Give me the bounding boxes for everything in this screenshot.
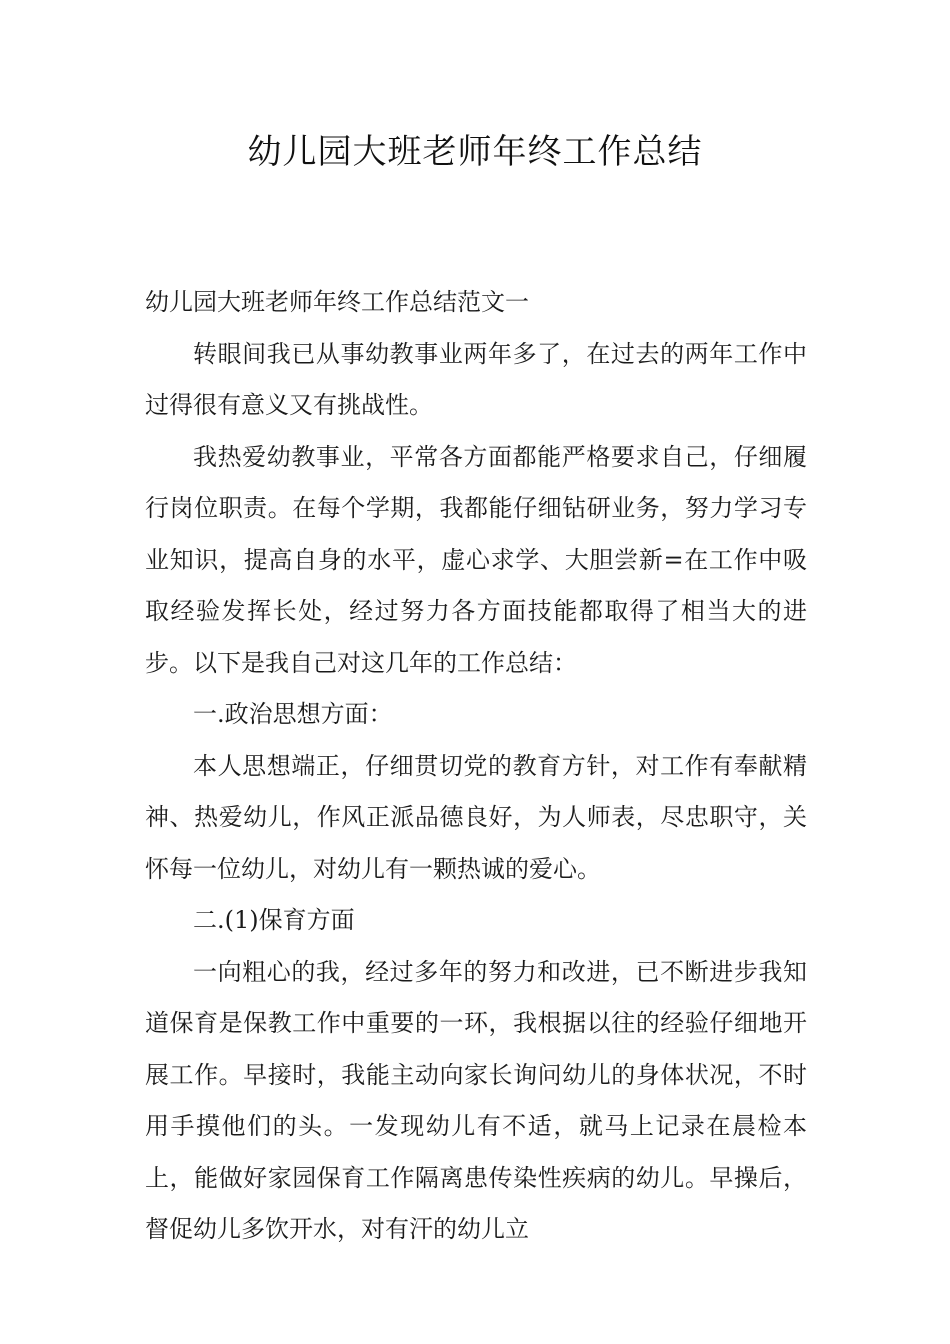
paragraph-care: 一向粗心的我，经过多年的努力和改进，已不断进步我知道保育是保教工作中重要的一环，我根据以往的经验仔细地开展工作。早接时，我能主动向家长询问幼儿的身体状况，不时用手摸他们的头。一发现幼儿有不适，就马上记录在晨检本上，能做好家园保育工作隔离患传染性疾病的幼儿。早操后，督促幼儿多饮开水，对有汗的幼儿立	[145, 957, 807, 1243]
section-heading-care: 二.(1)保育方面	[193, 906, 355, 934]
document-title: 幼儿园大班老师年终工作总结	[247, 132, 703, 172]
document-body	[145, 277, 807, 1256]
section-heading-politics: 一.政治思想方面：	[193, 700, 393, 728]
paragraph-intro: 转眼间我已从事幼教事业两年多了，在过去的两年工作中过得很有意义又有挑战性。	[145, 339, 807, 419]
paragraph-overview: 我热爱幼教事业，平常各方面都能严格要求自己，仔细履行岗位职责。在每个学期，我都能仔细钻研业务，努力学习专业知识，提高自身的水平，虚心求学、大胆尝新=在工作中吸取经验发挥长处，经过努力各方面技能都取得了相当大的进步。以下是我自己对这几年的工作总结：	[145, 442, 807, 677]
document-subtitle: 幼儿园大班老师年终工作总结范文一	[145, 288, 529, 316]
paragraph-politics: 本人思想端正，仔细贯切党的教育方针，对工作有奉献精神、热爱幼儿，作风正派品德良好，为人师表，尽忠职守，关怀每一位幼儿，对幼儿有一颗热诚的爱心。	[145, 751, 807, 883]
